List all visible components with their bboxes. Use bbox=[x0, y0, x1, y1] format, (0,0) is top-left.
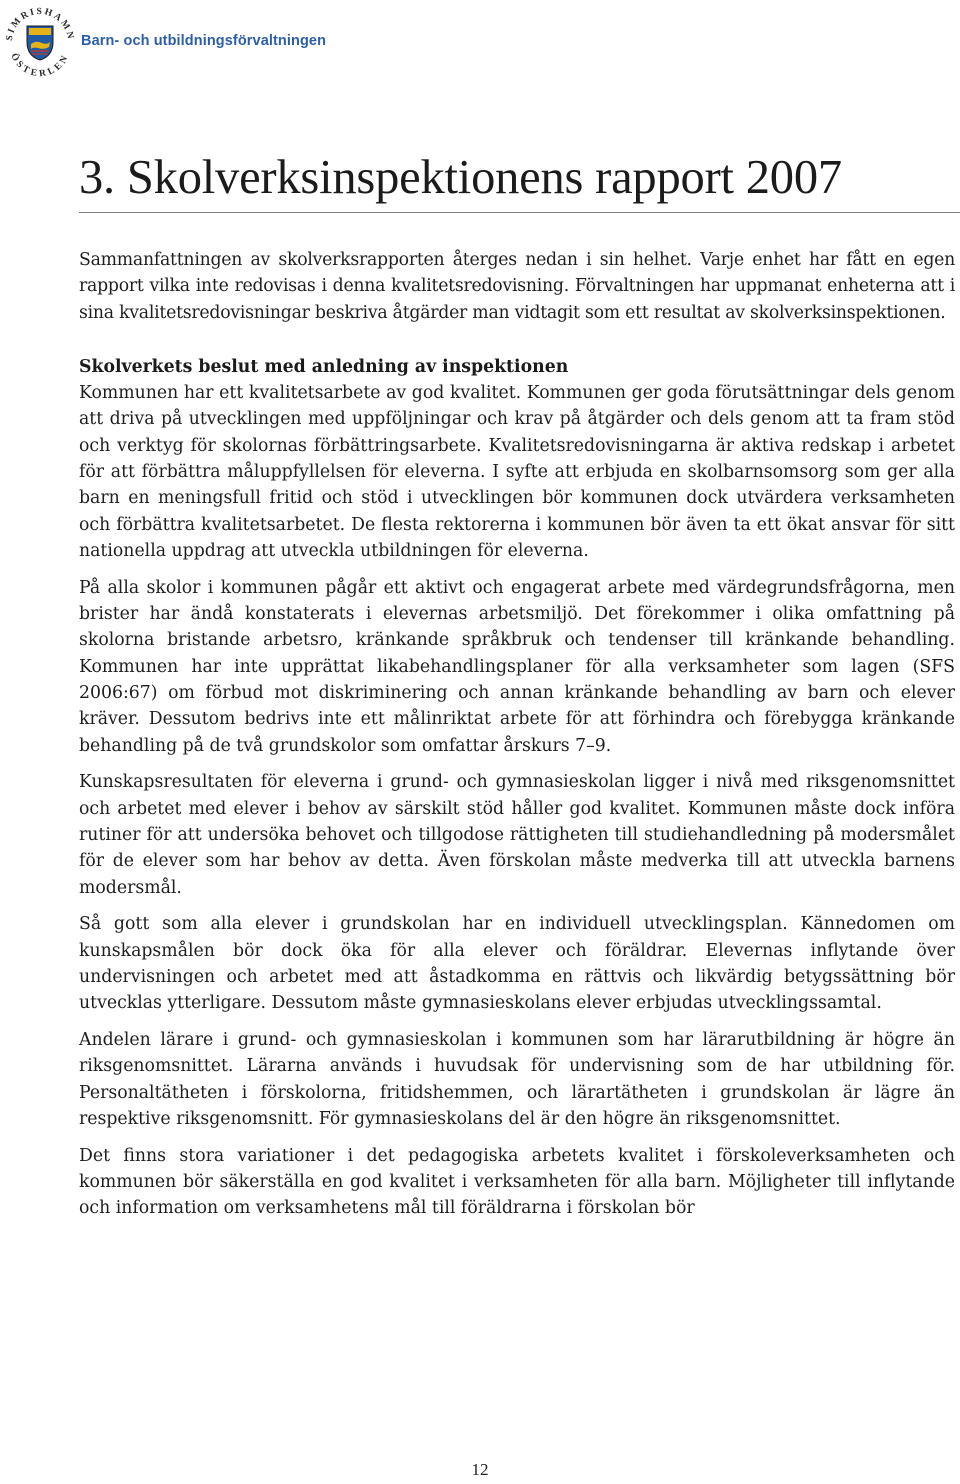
page-number: 12 bbox=[471, 1460, 489, 1479]
document-body bbox=[79, 247, 955, 1232]
seal-shield-icon bbox=[27, 26, 53, 60]
body-paragraph: Det finns stora variationer i det pedagogiska arbetets kvalitet i förskoleverksamheten och kommunen bör säkerställa en god kvalitet i verksamheten för alla barn. Möjligheter till inflytande och information om verksamhetens mål till föräldrarna i förskolan bör bbox=[79, 1145, 955, 1219]
body-paragraph: På alla skolor i kommunen pågår ett aktivt och engagerat arbete med värdegrundsfrågorna, men brister har ändå konstaterats i elevernas arbetsmiljö. Det förekommer i olika omfattning på skolorna bristande arbetsro, kränkande språkbruk och tendenser till kränkande behandling. Kommunen har inte upprättat likabehandlingsplaner för alla verksamheter som lagen (SFS 2006:67) om förbud mot diskriminering och annan kränkande behandling av barn och elever kräver. Dessutom bedrivs inte ett målinriktat arbete för att förhindra och förebygga kränkande behandling på de två grundskolor som omfattar årskurs 7–9. bbox=[79, 577, 955, 756]
municipality-seal-logo bbox=[2, 2, 78, 78]
body-paragraph: Andelen lärare i grund- och gymnasieskolan i kommunen som har lärarutbildning är högre än riksgenomsnittet. Lärarna används i huvudsak för undervisning som de har utbildning för. Personaltätheten i förskolorna, fritidshemmen, och lärartätheten i grundskolan är lägre än respektive riksgenomsnitt. För gymnasieskolans del är den högre än riksgenomsnittet. bbox=[79, 1030, 955, 1129]
intro-paragraph: Sammanfattningen av skolverksrapporten återges nedan i sin helhet. Varje enhet har fått en egen rapport vilka inte redovisas i denna kvalitetsredovisning. Förvaltningen har uppmanat enheterna att i sina kvalitetsredovisningar beskriva åtgärder man vidtagit som ett resultat av skolverksinspektionen. bbox=[79, 250, 955, 323]
body-paragraph: Så gott som alla elever i grundskolan har en individuell utvecklingsplan. Kännedomen om kunskapsmålen bör dock öka för alla elever och föräldrar. Elevernas inflytande över undervisningen och arbetet med att åstadkomma en rättvis och likvärdig betygssättning bör utvecklas ytterligare. Dessutom måste gymnasieskolans elever erbjudas utvecklingssamtal. bbox=[79, 914, 955, 1014]
seal-text-top: SIMRISHAMN bbox=[4, 6, 76, 42]
seal-text-bottom: ÖSTERLEN bbox=[8, 51, 72, 78]
page-title: 3. Skolverksinspektionens rapport 2007 bbox=[79, 151, 842, 204]
body-paragraph: Kommunen har ett kvalitetsarbete av god kvalitet. Kommunen ger goda förutsättningar dels genom att driva på utvecklingen med uppföljningar och krav på åtgärder och dels genom att ta fram stöd och verktyg för skolornas förbättringsarbete. Kvalitetsredovisningarna är aktiva redskap i arbetet för att förbättra måluppfyllelsen för eleverna. I syfte att erbjuda en skolbarnsomsorg som ger alla barn en meningsfull fritid och stöd i utvecklingen bör kommunen dock utvärdera verksamheten och förbättra kvalitetsarbetet. De flesta rektorerna i kommunen bör även ta ett ökat ansvar för sitt nationella uppdrag att utveckla utbildningen för eleverna. bbox=[79, 383, 955, 561]
section-heading: Skolverkets beslut med anledning av inspektionen bbox=[79, 356, 569, 377]
organization-name: Barn- och utbildningsförvaltningen bbox=[81, 33, 327, 49]
page-header bbox=[0, 0, 960, 86]
title-divider bbox=[79, 212, 960, 213]
body-paragraph: Kunskapsresultaten för eleverna i grund- och gymnasieskolan ligger i nivå med riksgenomsnittet och arbetet med elever i behov av särskilt stöd håller god kvalitet. Kommunen måste dock införa rutiner för att undersöka behovet och tillgodose rättigheten till studiehandledning på modersmålet för de elever som har behov av detta. Även förskolan måste medverka till att utveckla barnens modersmål. bbox=[79, 772, 955, 898]
